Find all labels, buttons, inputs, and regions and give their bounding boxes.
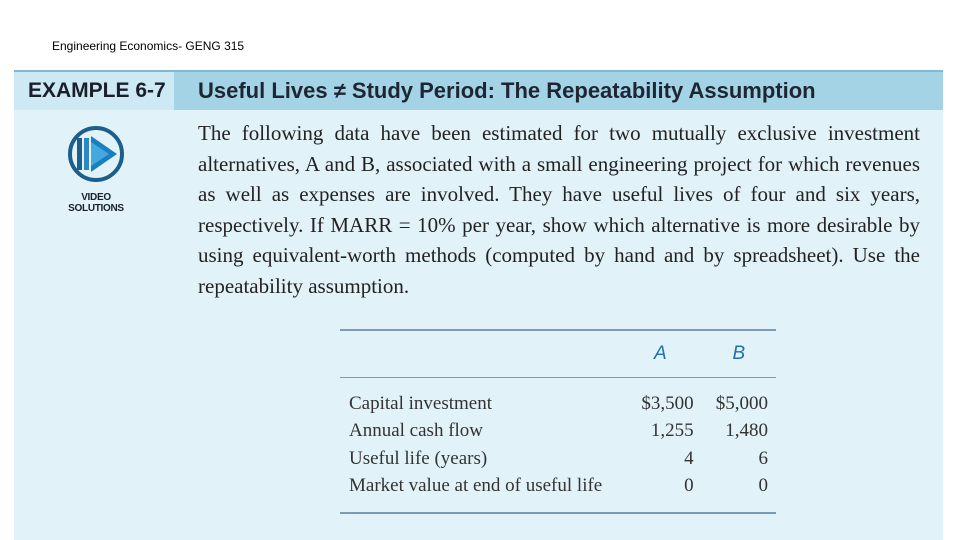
table-row: [340, 418, 776, 446]
row-label: Useful life (years): [349, 447, 488, 469]
video-label-line2: SOLUTIONS: [68, 203, 124, 214]
table-header-b: B: [732, 343, 746, 364]
value-b: 0: [758, 475, 768, 497]
example-panel: [14, 70, 943, 540]
value-b: 6: [758, 447, 768, 469]
value-b: 1,480: [725, 420, 768, 442]
table-row: [340, 378, 776, 418]
video-label-line1: VIDEO: [81, 192, 111, 203]
row-label: Capital investment: [349, 392, 493, 414]
table-row: [340, 445, 776, 473]
value-b: $5,000: [715, 392, 768, 414]
table-header-row: [340, 330, 776, 378]
value-a: 4: [684, 447, 694, 469]
video-label: [66, 192, 126, 214]
page-header: Engineering Economics- GENG 315: [52, 39, 245, 53]
table-header-blank: [340, 330, 619, 378]
alternatives-table: [340, 329, 776, 514]
row-label: Market value at end of useful life: [349, 475, 603, 497]
table-row: [340, 473, 776, 514]
video-play-icon: [67, 122, 125, 188]
value-a: 0: [684, 475, 694, 497]
value-a: 1,255: [650, 420, 694, 442]
table-header-a: A: [653, 343, 667, 364]
value-a: $3,500: [641, 392, 694, 414]
example-label: EXAMPLE 6-7: [14, 72, 174, 110]
example-title: Useful Lives ≠ Study Period: The Repeatability Assumption: [174, 72, 943, 110]
row-label: Annual cash flow: [349, 420, 484, 442]
video-solutions-badge[interactable]: [66, 122, 126, 222]
problem-statement: The following data have been estimated for two mutually exclusive investment alternatives, A and B, associated with a small engineering project for which revenues as well as expenses are involved. They have useful lives of four and six years, respectively. If MARR = 10% per year, show which alternative is more desirable by using equivalent-worth methods (computed by hand and by spreadsheet). Use the repeatability assumption.: [198, 121, 920, 298]
